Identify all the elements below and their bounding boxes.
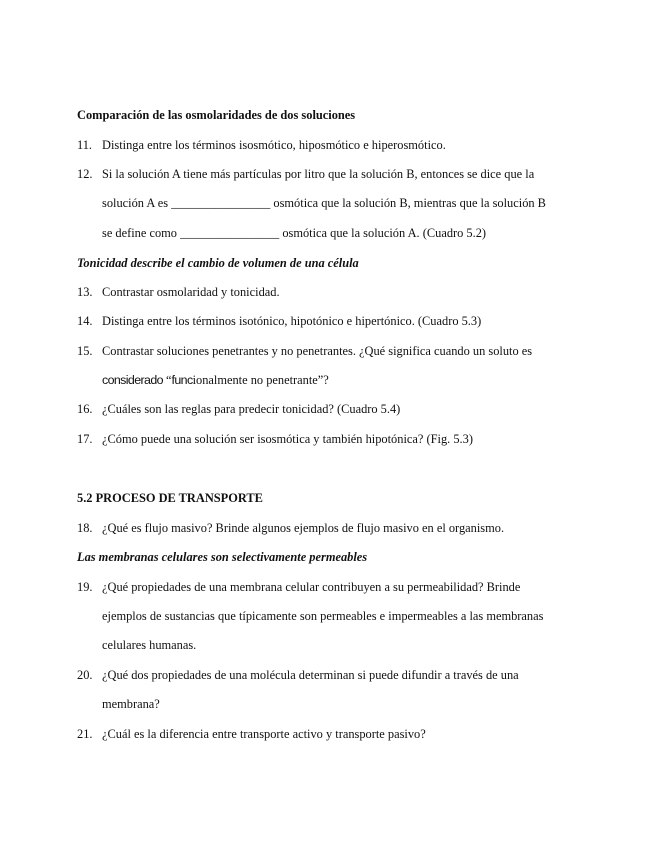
question-text-line2: solución A es ________________ osmótica que la solución B, mientras que la solución B	[102, 196, 546, 210]
question-text: Distinga entre los términos isosmótico, hiposmótico e hiperosmótico.	[102, 138, 446, 152]
section-heading-osmolaridades: Comparación de las osmolaridades de dos soluciones	[77, 108, 356, 122]
question-number: 12.	[77, 167, 93, 181]
section-heading-proceso-transporte: 5.2 PROCESO DE TRANSPORTE	[77, 491, 263, 505]
question-text-line1: Contrastar soluciones penetrantes y no penetrantes. ¿Qué significa cuando un soluto es	[102, 344, 533, 358]
question-text-line3: se define como ________________ osmótica que la solución A. (Cuadro 5.2)	[102, 226, 487, 240]
question-number: 17.	[77, 432, 93, 446]
question-number: 11.	[77, 138, 93, 152]
question-number: 18.	[77, 521, 93, 535]
text-fragment: ionalmente no penetrante”?	[192, 373, 329, 387]
question-number: 15.	[77, 344, 93, 358]
question-text-line3: celulares humanas.	[102, 638, 197, 652]
question-text-line1: Si la solución A tiene más partículas por litro que la solución B, entonces se dice que la	[102, 167, 535, 181]
text-fragment: considerado	[102, 373, 163, 387]
question-number: 14.	[77, 314, 93, 328]
question-text-line1: ¿Qué propiedades de una membrana celular contribuyen a su permeabilidad? Brinde	[102, 580, 521, 594]
section-heading-membranas: Las membranas celulares son selectivamente permeables	[77, 550, 368, 564]
question-text-line2: ejemplos de sustancias que típicamente son permeables e impermeables a las membranas	[102, 609, 544, 623]
question-number: 16.	[77, 402, 93, 416]
section-heading-tonicidad: Tonicidad describe el cambio de volumen de una célula	[77, 256, 359, 270]
question-text: ¿Cómo puede una solución ser isosmótica y también hipotónica? (Fig. 5.3)	[102, 432, 473, 446]
question-text: ¿Cuál es la diferencia entre transporte activo y transporte pasivo?	[102, 727, 426, 741]
question-text-line2: membrana?	[102, 697, 160, 711]
question-text-line1: ¿Qué dos propiedades de una molécula determinan si puede difundir a través de una	[102, 668, 519, 682]
question-number: 20.	[77, 668, 93, 682]
question-number: 13.	[77, 285, 93, 299]
question-number: 21.	[77, 727, 93, 741]
question-number: 19.	[77, 580, 93, 594]
question-text: ¿Qué es flujo masivo? Brinde algunos ejemplos de flujo masivo en el organismo.	[102, 521, 505, 535]
question-text: Contrastar osmolaridad y tonicidad.	[102, 285, 280, 299]
question-text: ¿Cuáles son las reglas para predecir tonicidad? (Cuadro 5.4)	[102, 402, 401, 416]
text-fragment: “	[162, 373, 172, 387]
question-text: Distinga entre los términos isotónico, hipotónico e hipertónico. (Cuadro 5.3)	[102, 314, 482, 328]
text-fragment: func	[171, 373, 193, 387]
question-text-line2	[102, 372, 329, 388]
